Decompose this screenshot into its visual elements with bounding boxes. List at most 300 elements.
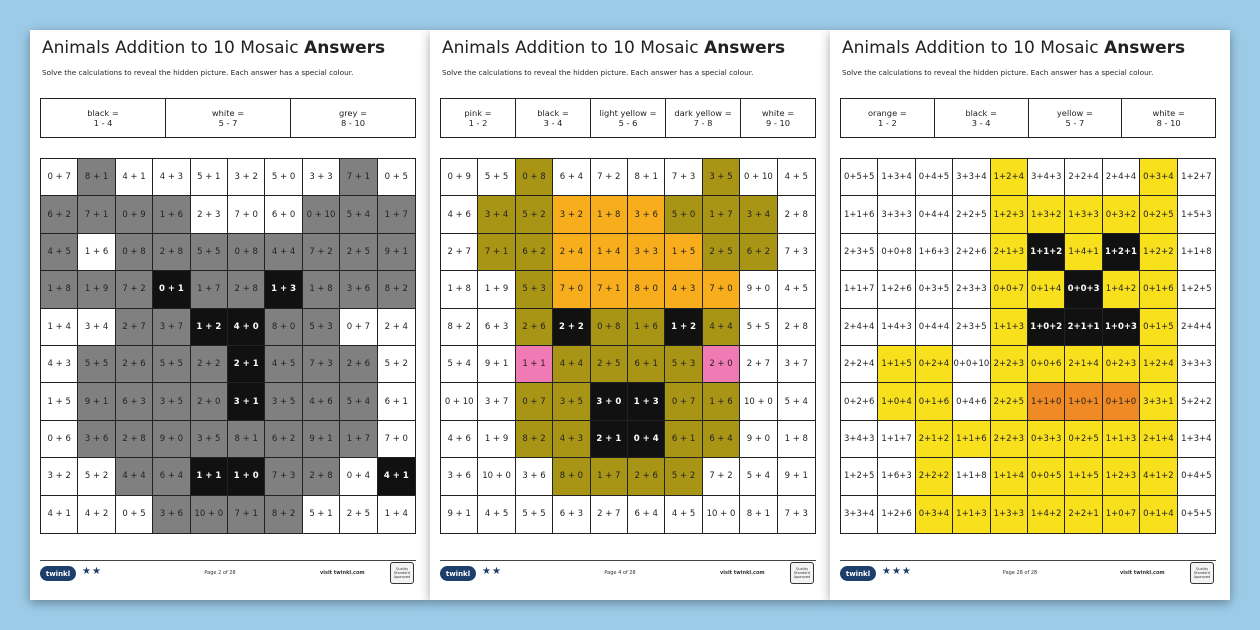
mosaic-cell: 1+2+3 [1103, 458, 1140, 495]
mosaic-cell: 0+4+6 [953, 383, 990, 420]
mosaic-cell: 2 + 7 [740, 346, 777, 383]
mosaic-cell: 4 + 4 [265, 234, 302, 271]
mosaic-cell: 2+2+4 [1065, 159, 1102, 196]
mosaic-cell: 1+2+3 [991, 196, 1028, 233]
mosaic-cell: 3 + 3 [303, 159, 340, 196]
mosaic-cell: 1 + 0 [228, 458, 265, 495]
mosaic-cell: 3 + 4 [740, 196, 777, 233]
footer-divider [440, 560, 816, 561]
mosaic-cell: 10 + 0 [740, 383, 777, 420]
mosaic-cell: 7 + 3 [265, 458, 302, 495]
mosaic-cell: 1+1+6 [841, 196, 878, 233]
mosaic-cell: 2 + 5 [340, 496, 377, 533]
key-range: 5 - 7 [1065, 118, 1085, 128]
mosaic-cell: 4 + 1 [41, 496, 78, 533]
key-entry [741, 99, 815, 137]
key-entry [1122, 99, 1215, 137]
key-entry [41, 99, 166, 137]
mosaic-cell: 0 + 1 [153, 271, 190, 308]
mosaic-cell: 0+3+5 [916, 271, 953, 308]
mosaic-cell: 2+3+5 [953, 309, 990, 346]
mosaic-cell: 6 + 0 [265, 196, 302, 233]
mosaic-cell: 1+6+3 [878, 458, 915, 495]
mosaic-cell: 4 + 1 [378, 458, 415, 495]
mosaic-cell: 3+4+3 [1028, 159, 1065, 196]
mosaic-cell: 1+2+5 [1178, 271, 1215, 308]
key-entry [591, 99, 666, 137]
mosaic-cell: 8 + 1 [78, 159, 115, 196]
mosaic-cell: 0+0+3 [1065, 271, 1102, 308]
mosaic-cell: 3 + 5 [553, 383, 590, 420]
key-range: 5 - 7 [218, 118, 238, 128]
mosaic-cell: 3 + 7 [778, 346, 815, 383]
mosaic-cell: 1+2+2 [1140, 234, 1177, 271]
mosaic-cell: 1+3+2 [1028, 196, 1065, 233]
mosaic-cell: 3+3+4 [841, 496, 878, 533]
key-colour-name: black = [87, 107, 119, 118]
mosaic-cell: 3 + 6 [516, 458, 553, 495]
mosaic-cell: 0+3+2 [1103, 196, 1140, 233]
mosaic-cell: 10 + 0 [478, 458, 515, 495]
sheet-title [42, 38, 422, 58]
mosaic-cell: 6 + 2 [265, 421, 302, 458]
mosaic-cell: 1+3+3 [1065, 196, 1102, 233]
mosaic-cell: 2+3+3 [953, 271, 990, 308]
mosaic-cell: 0+1+5 [1140, 309, 1177, 346]
mosaic-cell: 2 + 3 [191, 196, 228, 233]
key-colour-name: black = [965, 107, 997, 118]
mosaic-cell: 5 + 2 [665, 458, 702, 495]
twinkl-logo: twinkl [40, 566, 76, 581]
mosaic-cell: 1+6+3 [916, 234, 953, 271]
mosaic-cell: 1+2+6 [878, 271, 915, 308]
mosaic-cell: 1+3+4 [1178, 421, 1215, 458]
mosaic-cell: 0 + 8 [228, 234, 265, 271]
mosaic-cell: 9 + 1 [478, 346, 515, 383]
mosaic-cell: 1 + 6 [703, 383, 740, 420]
mosaic-cell: 6 + 3 [478, 309, 515, 346]
key-entry [441, 99, 516, 137]
mosaic-cell: 1+0+4 [878, 383, 915, 420]
key-range: 1 - 2 [877, 118, 897, 128]
mosaic-cell: 1 + 1 [191, 458, 228, 495]
mosaic-cell: 10 + 0 [191, 496, 228, 533]
key-range: 7 - 8 [693, 118, 713, 128]
mosaic-cell: 6 + 3 [553, 496, 590, 533]
mosaic-cell: 0+3+4 [916, 496, 953, 533]
key-entry [935, 99, 1029, 137]
mosaic-cell: 1+2+5 [841, 458, 878, 495]
visit-link: visit twinkl.com [1120, 570, 1165, 576]
mosaic-cell: 7 + 1 [78, 196, 115, 233]
title-answers: Answers [704, 38, 786, 58]
mosaic-cell: 6 + 1 [665, 421, 702, 458]
mosaic-cell: 0+1+6 [916, 383, 953, 420]
mosaic-cell: 6 + 2 [740, 234, 777, 271]
mosaic-cell: 1+0+2 [1028, 309, 1065, 346]
mosaic-cell: 0+0+7 [991, 271, 1028, 308]
mosaic-cell: 1 + 5 [41, 383, 78, 420]
mosaic-cell: 5 + 5 [740, 309, 777, 346]
mosaic-grid [440, 158, 816, 534]
mosaic-cell: 8 + 0 [265, 309, 302, 346]
mosaic-cell: 3 + 5 [191, 421, 228, 458]
mosaic-cell: 2+4+4 [1103, 159, 1140, 196]
mosaic-cell: 2+2+4 [841, 346, 878, 383]
mosaic-cell: 9 + 0 [740, 271, 777, 308]
mosaic-cell: 0+2+6 [841, 383, 878, 420]
mosaic-cell: 4 + 3 [41, 346, 78, 383]
mosaic-cell: 2 + 6 [516, 309, 553, 346]
mosaic-cell: 1 + 4 [591, 234, 628, 271]
mosaic-cell: 1+1+3 [991, 309, 1028, 346]
mosaic-cell: 3+3+3 [878, 196, 915, 233]
mosaic-cell: 8 + 2 [265, 496, 302, 533]
mosaic-cell: 0+4+5 [916, 159, 953, 196]
worksheet-page-1 [30, 30, 430, 600]
mosaic-cell: 9 + 1 [378, 234, 415, 271]
mosaic-cell: 2 + 4 [378, 309, 415, 346]
mosaic-cell: 0+4+4 [916, 309, 953, 346]
mosaic-cell: 5 + 3 [303, 309, 340, 346]
mosaic-cell: 1 + 5 [665, 234, 702, 271]
mosaic-cell: 1 + 8 [441, 271, 478, 308]
key-colour-name: white = [761, 107, 795, 118]
sheet-title [442, 38, 822, 58]
mosaic-cell: 1+2+6 [878, 496, 915, 533]
mosaic-cell: 4 + 5 [778, 159, 815, 196]
key-entry [166, 99, 291, 137]
mosaic-cell: 0 + 8 [516, 159, 553, 196]
worksheet-page-2 [430, 30, 830, 600]
mosaic-cell: 3+3+3 [1178, 346, 1215, 383]
mosaic-cell: 7 + 2 [591, 159, 628, 196]
mosaic-cell: 7 + 1 [340, 159, 377, 196]
mosaic-cell: 7 + 3 [778, 234, 815, 271]
mosaic-cell: 2 + 8 [778, 309, 815, 346]
worksheet-page-3 [830, 30, 1230, 600]
mosaic-cell: 4 + 4 [116, 458, 153, 495]
mosaic-cell: 1 + 9 [478, 271, 515, 308]
mosaic-cell: 7 + 0 [228, 196, 265, 233]
mosaic-cell: 4 + 3 [153, 159, 190, 196]
mosaic-cell: 0 + 5 [116, 496, 153, 533]
mosaic-cell: 6 + 4 [628, 496, 665, 533]
mosaic-cell: 2+4+4 [841, 309, 878, 346]
mosaic-cell: 2 + 7 [591, 496, 628, 533]
mosaic-cell: 3 + 4 [478, 196, 515, 233]
mosaic-cell: 2 + 6 [340, 346, 377, 383]
mosaic-cell: 5 + 4 [441, 346, 478, 383]
mosaic-cell: 8 + 2 [378, 271, 415, 308]
mosaic-cell: 6 + 1 [378, 383, 415, 420]
mosaic-grid [840, 158, 1216, 534]
key-colour-name: black = [537, 107, 569, 118]
mosaic-cell: 5 + 2 [378, 346, 415, 383]
key-colour-name: yellow = [1056, 107, 1093, 118]
mosaic-cell: 7 + 0 [553, 271, 590, 308]
mosaic-cell: 2+4+4 [1178, 309, 1215, 346]
mosaic-cell: 2 + 5 [591, 346, 628, 383]
mosaic-cell: 2+1+3 [991, 234, 1028, 271]
mosaic-cell: 2 + 6 [116, 346, 153, 383]
mosaic-cell: 4 + 1 [116, 159, 153, 196]
mosaic-cell: 1 + 8 [591, 196, 628, 233]
mosaic-cell: 0 + 8 [591, 309, 628, 346]
colour-key [440, 98, 816, 138]
mosaic-cell: 5 + 3 [665, 346, 702, 383]
colour-key [840, 98, 1216, 138]
mosaic-cell: 3 + 6 [78, 421, 115, 458]
mosaic-cell: 4 + 0 [228, 309, 265, 346]
mosaic-cell: 1+1+8 [953, 458, 990, 495]
key-range: 1 - 2 [468, 118, 488, 128]
mosaic-cell: 2+1+4 [1140, 421, 1177, 458]
mosaic-cell: 6 + 2 [41, 196, 78, 233]
mosaic-cell: 8 + 1 [740, 496, 777, 533]
quality-badge-icon: Quality Standard Approved [1190, 562, 1214, 584]
key-colour-name: dark yellow = [674, 107, 732, 118]
mosaic-cell: 3 + 4 [78, 309, 115, 346]
mosaic-cell: 2+2+5 [991, 383, 1028, 420]
mosaic-cell: 1+4+3 [878, 309, 915, 346]
mosaic-grid [40, 158, 416, 534]
mosaic-cell: 4 + 3 [553, 421, 590, 458]
mosaic-cell: 0+3+3 [1028, 421, 1065, 458]
key-range: 5 - 6 [618, 118, 638, 128]
mosaic-cell: 3 + 2 [553, 196, 590, 233]
mosaic-cell: 6 + 3 [116, 383, 153, 420]
mosaic-cell: 2 + 5 [340, 234, 377, 271]
mosaic-cell: 1 + 9 [478, 421, 515, 458]
mosaic-cell: 4 + 6 [441, 421, 478, 458]
mosaic-cell: 8 + 1 [628, 159, 665, 196]
visit-link: visit twinkl.com [320, 570, 365, 576]
mosaic-cell: 1+1+3 [953, 496, 990, 533]
mosaic-cell: 3+3+1 [1140, 383, 1177, 420]
mosaic-cell: 0 + 6 [41, 421, 78, 458]
mosaic-cell: 3 + 5 [703, 159, 740, 196]
mosaic-cell: 7 + 1 [591, 271, 628, 308]
mosaic-cell: 1+1+5 [878, 346, 915, 383]
mosaic-cell: 4 + 5 [778, 271, 815, 308]
key-range: 8 - 10 [340, 118, 366, 128]
mosaic-cell: 3 + 5 [265, 383, 302, 420]
mosaic-cell: 3+3+4 [953, 159, 990, 196]
mosaic-cell: 0+4+4 [916, 196, 953, 233]
mosaic-cell: 0+1+4 [1028, 271, 1065, 308]
mosaic-cell: 7 + 2 [703, 458, 740, 495]
mosaic-cell: 1 + 2 [665, 309, 702, 346]
mosaic-cell: 2 + 2 [191, 346, 228, 383]
mosaic-cell: 6 + 4 [703, 421, 740, 458]
mosaic-cell: 1+1+0 [1028, 383, 1065, 420]
mosaic-cell: 5 + 5 [478, 159, 515, 196]
mosaic-cell: 8 + 1 [228, 421, 265, 458]
difficulty-stars: ★★ [482, 566, 502, 577]
instructions: Solve the calculations to reveal the hidden picture. Each answer has a special colour. [42, 68, 354, 77]
mosaic-cell: 3 + 5 [153, 383, 190, 420]
difficulty-stars: ★★ [82, 566, 102, 577]
mosaic-cell: 6 + 4 [153, 458, 190, 495]
mosaic-cell: 0 + 7 [665, 383, 702, 420]
mosaic-cell: 5 + 2 [78, 458, 115, 495]
mosaic-cell: 0 + 9 [441, 159, 478, 196]
mosaic-cell: 1 + 4 [41, 309, 78, 346]
mosaic-cell: 0+4+5 [1178, 458, 1215, 495]
mosaic-cell: 0 + 7 [516, 383, 553, 420]
mosaic-cell: 2 + 5 [703, 234, 740, 271]
mosaic-cell: 1+1+4 [991, 458, 1028, 495]
key-colour-name: pink = [464, 107, 492, 118]
mosaic-cell: 1 + 6 [153, 196, 190, 233]
mosaic-cell: 10 + 0 [703, 496, 740, 533]
mosaic-cell: 3 + 1 [228, 383, 265, 420]
mosaic-cell: 1 + 7 [340, 421, 377, 458]
mosaic-cell: 7 + 0 [378, 421, 415, 458]
mosaic-cell: 9 + 1 [778, 458, 815, 495]
quality-badge-icon: Quality Standard Approved [390, 562, 414, 584]
mosaic-cell: 0+1+6 [1140, 271, 1177, 308]
mosaic-cell: 2 + 1 [228, 346, 265, 383]
mosaic-cell: 1 + 8 [778, 421, 815, 458]
title-text: Animals Addition to 10 Mosaic [842, 38, 1099, 58]
mosaic-cell: 1+3+4 [878, 159, 915, 196]
key-entry [516, 99, 591, 137]
mosaic-cell: 8 + 0 [553, 458, 590, 495]
mosaic-cell: 1 + 2 [191, 309, 228, 346]
mosaic-cell: 2 + 8 [303, 458, 340, 495]
mosaic-cell: 9 + 0 [153, 421, 190, 458]
mosaic-cell: 8 + 2 [441, 309, 478, 346]
mosaic-cell: 0 + 8 [116, 234, 153, 271]
mosaic-cell: 5 + 1 [191, 159, 228, 196]
mosaic-cell: 2+2+5 [953, 196, 990, 233]
page-number: Page 4 of 28 [604, 570, 636, 576]
mosaic-cell: 7 + 3 [665, 159, 702, 196]
mosaic-cell: 1 + 6 [628, 309, 665, 346]
mosaic-cell: 3 + 7 [153, 309, 190, 346]
mosaic-cell: 4 + 5 [478, 496, 515, 533]
mosaic-cell: 5 + 4 [340, 383, 377, 420]
key-entry [841, 99, 935, 137]
mosaic-cell: 3 + 6 [628, 196, 665, 233]
quality-badge-icon: Quality Standard Approved [790, 562, 814, 584]
mosaic-cell: 1+5+3 [1178, 196, 1215, 233]
difficulty-stars: ★★★ [882, 566, 912, 577]
mosaic-cell: 0+2+4 [916, 346, 953, 383]
mosaic-cell: 5+2+2 [1178, 383, 1215, 420]
key-colour-name: orange = [867, 107, 907, 118]
mosaic-cell: 1+4+2 [1103, 271, 1140, 308]
mosaic-cell: 7 + 2 [303, 234, 340, 271]
mosaic-cell: 1+2+4 [1140, 346, 1177, 383]
twinkl-logo: twinkl [440, 566, 476, 581]
mosaic-cell: 6 + 2 [516, 234, 553, 271]
key-entry [666, 99, 741, 137]
key-entry [291, 99, 415, 137]
mosaic-cell: 0 + 5 [378, 159, 415, 196]
instructions: Solve the calculations to reveal the hidden picture. Each answer has a special colour. [842, 68, 1154, 77]
sheet-title [842, 38, 1222, 58]
mosaic-cell: 1+1+6 [953, 421, 990, 458]
mosaic-cell: 0+0+6 [1028, 346, 1065, 383]
mosaic-cell: 2 + 2 [553, 309, 590, 346]
mosaic-cell: 1+3+3 [991, 496, 1028, 533]
mosaic-cell: 2+3+5 [841, 234, 878, 271]
title-answers: Answers [1104, 38, 1186, 58]
mosaic-cell: 9 + 1 [78, 383, 115, 420]
mosaic-cell: 2 + 8 [228, 271, 265, 308]
mosaic-cell: 1+1+7 [878, 421, 915, 458]
mosaic-cell: 1 + 4 [378, 496, 415, 533]
mosaic-cell: 0 + 4 [628, 421, 665, 458]
mosaic-cell: 1+1+8 [1178, 234, 1215, 271]
mosaic-cell: 1 + 7 [191, 271, 228, 308]
mosaic-cell: 6 + 1 [628, 346, 665, 383]
page-number: Page 28 of 28 [1002, 570, 1038, 576]
mosaic-cell: 3 + 3 [628, 234, 665, 271]
mosaic-cell: 2+2+3 [991, 421, 1028, 458]
mosaic-cell: 7 + 1 [228, 496, 265, 533]
mosaic-cell: 5 + 1 [303, 496, 340, 533]
instructions: Solve the calculations to reveal the hidden picture. Each answer has a special colour. [442, 68, 754, 77]
mosaic-cell: 2 + 8 [116, 421, 153, 458]
mosaic-cell: 1+1+2 [1028, 234, 1065, 271]
mosaic-cell: 3+4+3 [841, 421, 878, 458]
mosaic-cell: 1+1+7 [841, 271, 878, 308]
key-range: 9 - 10 [765, 118, 791, 128]
mosaic-cell: 3 + 2 [41, 458, 78, 495]
mosaic-cell: 1 + 7 [703, 196, 740, 233]
mosaic-cell: 7 + 0 [703, 271, 740, 308]
page-number: Page 2 of 28 [204, 570, 236, 576]
visit-link: visit twinkl.com [720, 570, 765, 576]
mosaic-cell: 2 + 1 [591, 421, 628, 458]
mosaic-cell: 1 + 3 [265, 271, 302, 308]
mosaic-cell: 2+2+3 [991, 346, 1028, 383]
mosaic-cell: 1+2+7 [1178, 159, 1215, 196]
mosaic-cell: 9 + 1 [441, 496, 478, 533]
title-text: Animals Addition to 10 Mosaic [42, 38, 299, 58]
mosaic-cell: 1+2+4 [991, 159, 1028, 196]
mosaic-cell: 5 + 5 [516, 496, 553, 533]
mosaic-cell: 1 + 8 [41, 271, 78, 308]
mosaic-cell: 3 + 6 [340, 271, 377, 308]
key-colour-name: light yellow = [599, 107, 657, 118]
mosaic-cell: 7 + 1 [478, 234, 515, 271]
mosaic-cell: 7 + 3 [778, 496, 815, 533]
mosaic-cell: 8 + 0 [628, 271, 665, 308]
mosaic-cell: 2 + 0 [703, 346, 740, 383]
mosaic-cell: 0+3+4 [1140, 159, 1177, 196]
mosaic-cell: 4 + 3 [665, 271, 702, 308]
footer-divider [840, 560, 1216, 561]
mosaic-cell: 0+0+5 [1028, 458, 1065, 495]
mosaic-cell: 3 + 0 [591, 383, 628, 420]
mosaic-cell: 5 + 0 [665, 196, 702, 233]
key-colour-name: grey = [338, 107, 368, 118]
mosaic-cell: 1+4+1 [1065, 234, 1102, 271]
mosaic-cell: 1 + 9 [78, 271, 115, 308]
mosaic-cell: 1+0+1 [1065, 383, 1102, 420]
mosaic-cell: 5 + 2 [516, 196, 553, 233]
mosaic-cell: 0+2+5 [1065, 421, 1102, 458]
mosaic-cell: 2+2+2 [916, 458, 953, 495]
mosaic-cell: 1 + 6 [78, 234, 115, 271]
mosaic-cell: 5 + 5 [153, 346, 190, 383]
mosaic-cell: 2+2+1 [1065, 496, 1102, 533]
